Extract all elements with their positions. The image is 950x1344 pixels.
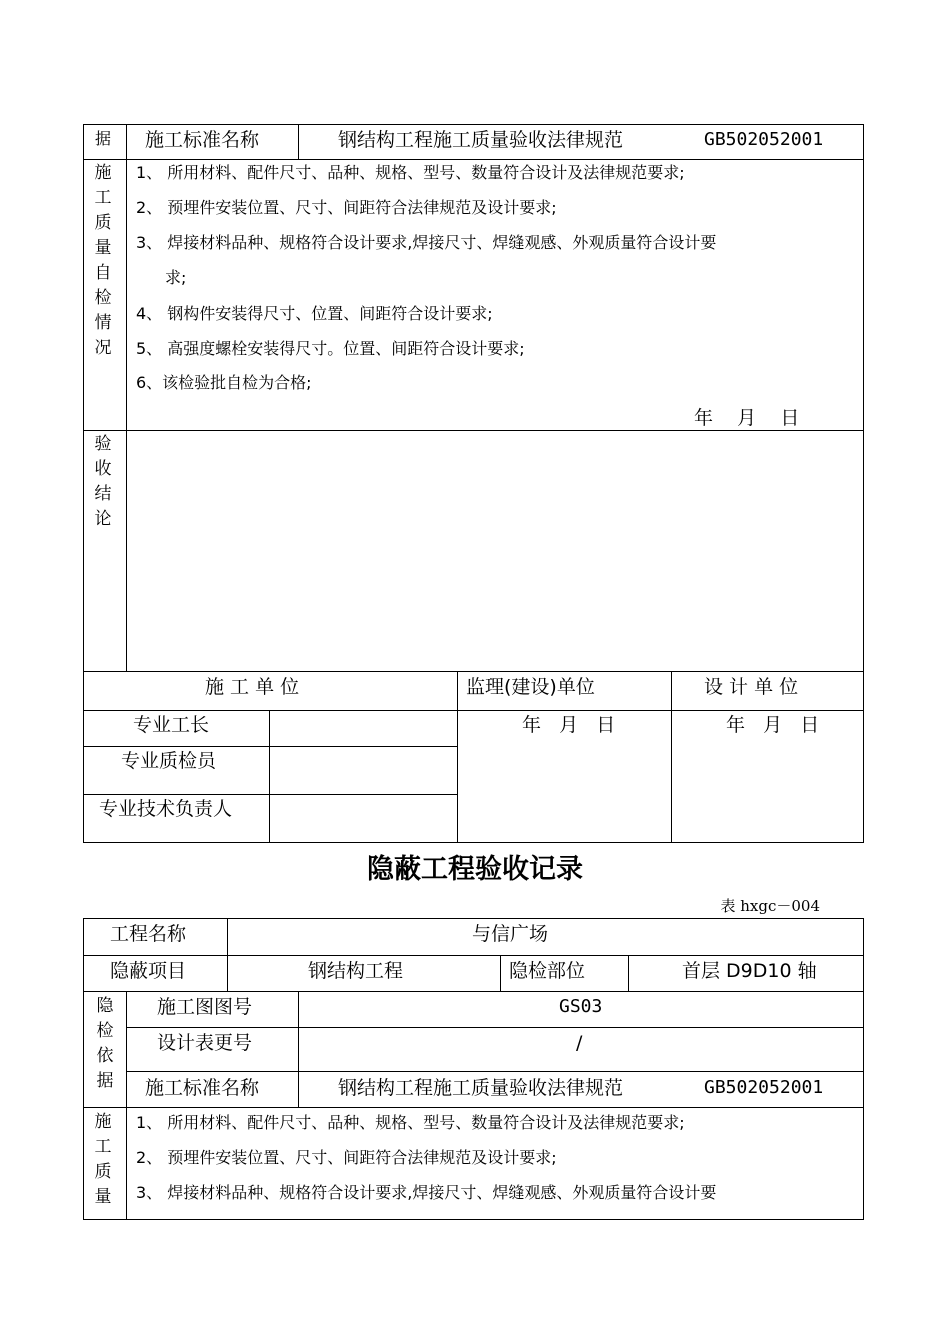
check-item: 4、 钢构件安装得尺寸、位置、间距符合设计要求; — [136, 304, 493, 323]
check-item: 5、 高强度螺栓安装得尺寸。位置、间距符合设计要求; — [136, 339, 525, 358]
supervisor-date: 年 月 日 — [522, 714, 616, 736]
form-number: 表 hxgc－004 — [720, 897, 820, 915]
standard-code: GB502052001 — [704, 129, 824, 150]
self-check-label: 施 工 质 量 — [94, 1112, 112, 1207]
designer-date: 年 月 日 — [726, 714, 820, 736]
self-check-label: 施 工 质 量 自 检 情 况 — [94, 163, 112, 358]
contractor-unit: 施 工 单 位 — [205, 676, 300, 698]
project-name-value: 与信广场 — [472, 923, 549, 945]
basis-label-fragment: 据 — [95, 129, 112, 148]
basis-label: 隐 检 依 据 — [96, 996, 114, 1091]
supervisor-unit: 监理(建设)单位 — [466, 676, 595, 698]
designer-unit: 设 计 单 位 — [704, 676, 799, 698]
design-change-value: / — [576, 1032, 583, 1054]
inspection-location-label: 隐检部位 — [509, 960, 586, 982]
check-item: 求; — [165, 268, 187, 287]
standard-code: GB502052001 — [704, 1077, 824, 1098]
self-check-date: 年 月 日 — [694, 407, 800, 429]
drawing-number-label: 施工图图号 — [157, 996, 253, 1018]
page-title: 隐蔽工程验收记录 — [367, 854, 583, 885]
check-item: 2、 预埋件安装位置、尺寸、间距符合法律规范及设计要求; — [136, 1148, 557, 1167]
drawing-number-value: GS03 — [559, 996, 603, 1017]
standard-name-label: 施工标准名称 — [145, 1077, 260, 1099]
check-item: 3、 焊接材料品种、规格符合设计要求,焊接尺寸、焊缝观感、外观质量符合设计要 — [136, 1183, 717, 1202]
qc-inspector-label: 专业质检员 — [121, 750, 217, 772]
check-item: 1、 所用材料、配件尺寸、品种、规格、型号、数量符合设计及法律规范要求; — [136, 1113, 685, 1132]
foreman-label: 专业工长 — [133, 714, 210, 736]
design-change-label: 设计表更号 — [157, 1032, 253, 1054]
inspection-location-value: 首层 D9D10 轴 — [682, 960, 817, 982]
standard-name-value: 钢结构工程施工质量验收法律规范 — [338, 129, 624, 151]
tech-lead-label: 专业技术负责人 — [99, 798, 233, 820]
concealed-item-label: 隐蔽项目 — [110, 960, 187, 982]
check-item: 2、 预埋件安装位置、尺寸、间距符合法律规范及设计要求; — [136, 198, 557, 217]
standard-name-label: 施工标准名称 — [145, 129, 260, 151]
conclusion-label: 验 收 结 论 — [94, 434, 112, 529]
check-item: 6、该检验批自检为合格; — [136, 373, 312, 392]
check-item: 1、 所用材料、配件尺寸、品种、规格、型号、数量符合设计及法律规范要求; — [136, 163, 685, 182]
check-item: 3、 焊接材料品种、规格符合设计要求,焊接尺寸、焊缝观感、外观质量符合设计要 — [136, 233, 717, 252]
concealed-item-value: 钢结构工程 — [308, 960, 404, 982]
project-name-label: 工程名称 — [110, 923, 187, 945]
standard-name-value: 钢结构工程施工质量验收法律规范 — [338, 1077, 624, 1099]
